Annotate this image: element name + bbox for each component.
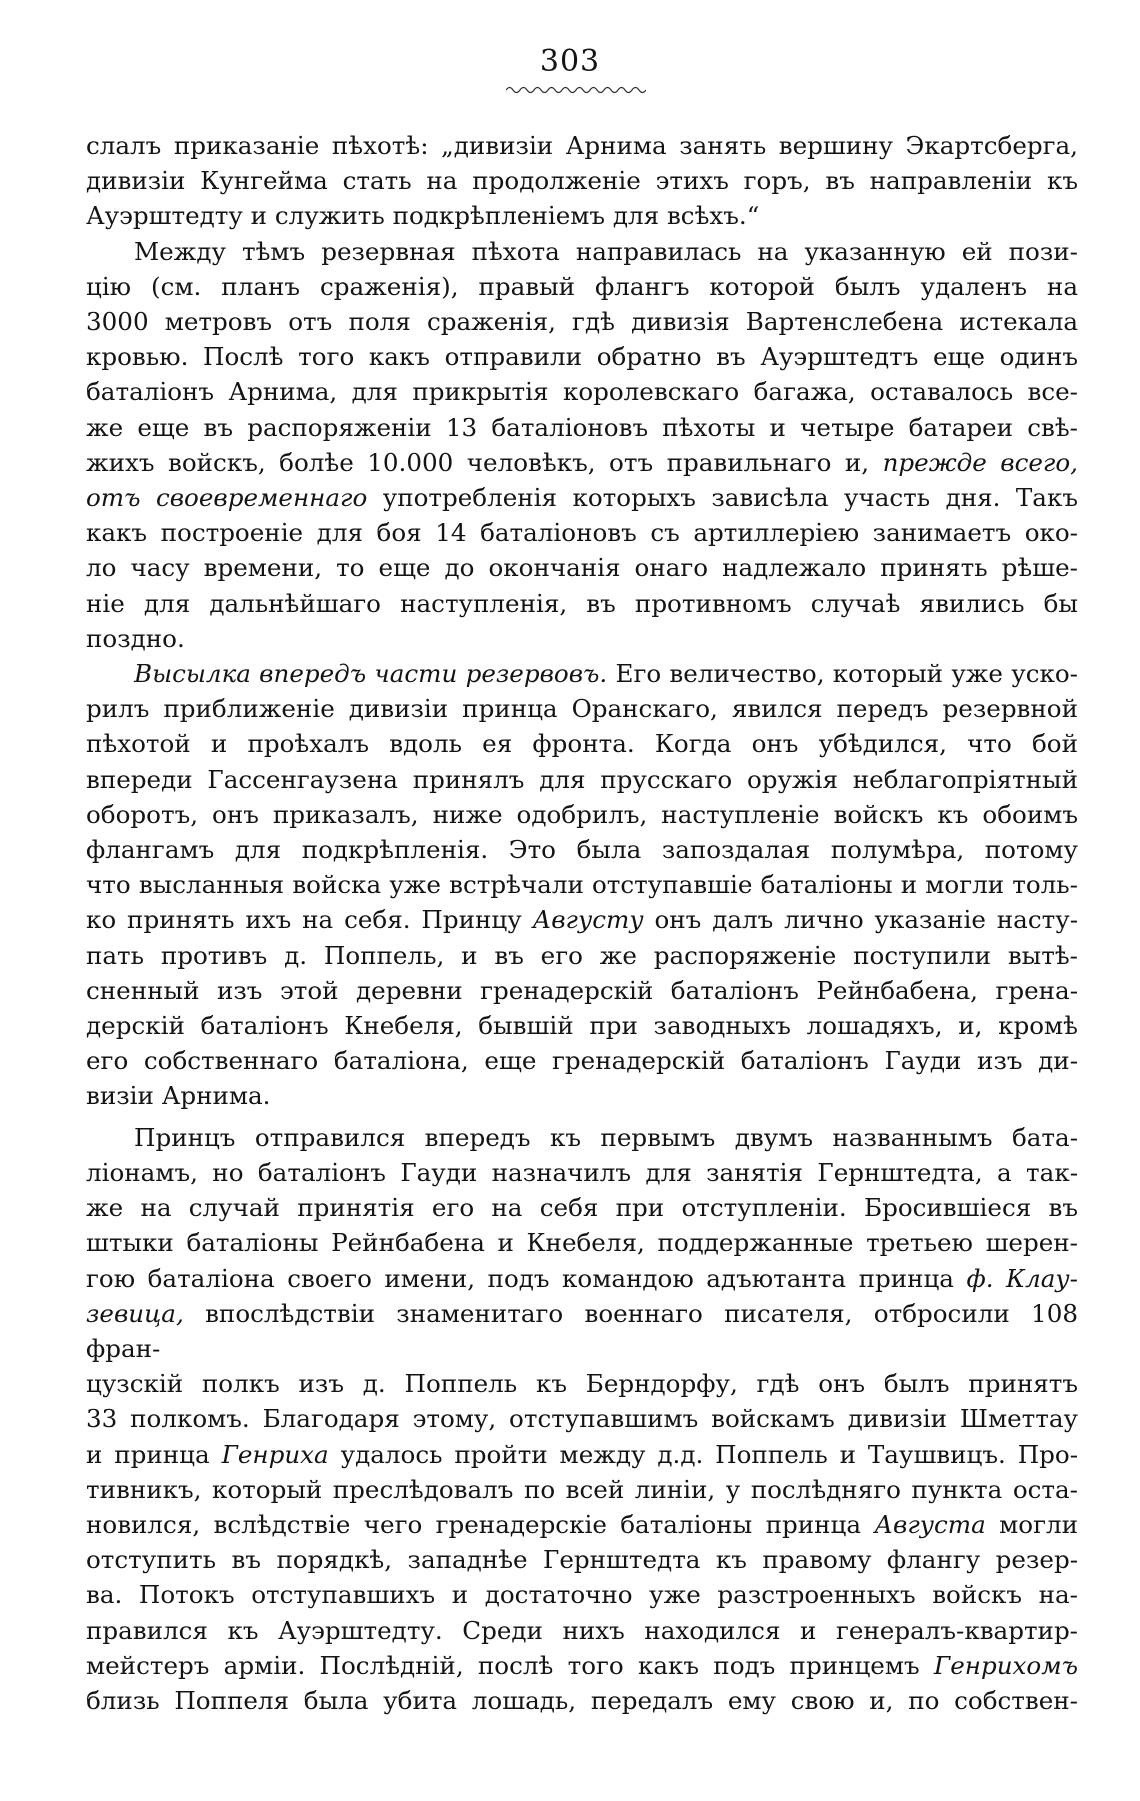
text-line: дивизіи Кунгейма стать на продолженіе этихъ горъ, въ направленіи къ [86, 166, 1078, 196]
text-line [86, 902, 1078, 937]
text-line: его собственнаго баталіона, еще гренадерскій баталіонъ Гауди изъ ди- [86, 1046, 1078, 1076]
text-segment: мейстеръ арміи. Послѣдній, послѣ того какъ подъ принцемъ [86, 1650, 920, 1680]
text-line [86, 1507, 1078, 1542]
text-line: кровью. Послѣ того какъ отправили обратно въ Ауэрштедтъ еще одинъ [86, 342, 1078, 372]
text-line: близь Поппеля была убита лошадь, передалъ ему свою и, по собствен- [86, 1685, 1078, 1715]
text-line [86, 656, 1078, 691]
text-line: сненный изъ этой деревни гренадерскій баталіонъ Рейнбабена, грена- [86, 975, 1078, 1005]
text-line [86, 480, 1078, 515]
page-number: 303 [539, 44, 601, 79]
text-line [86, 1296, 1078, 1366]
text-line [86, 1648, 1078, 1683]
text-line: флангамъ для подкрѣпленія. Это была запоздалая полумѣра, потому [86, 835, 1078, 865]
text-line: слалъ приказаніе пѣхотѣ: „дивизіи Арнима занять вершину Экартсберга, [86, 131, 1078, 160]
text-line: Ауэрштедту и служить подкрѣпленіемъ для всѣхъ.“ [86, 201, 760, 231]
text-line: ва. Потокъ отступавшихъ и достаточно уже разстроенныхъ войскъ на- [86, 1580, 1078, 1610]
text-segment: удалось пройти между д.д. Поппель и Таушвицъ. Про- [340, 1439, 1079, 1469]
text-line: Принцъ отправился впередъ къ первымъ двумъ названнымъ бата- [134, 1122, 1078, 1152]
text-line: ніе для дальнѣйшаго наступленія, въ противномъ случаѣ явились бы [86, 588, 1078, 618]
text-line: какъ построеніе для боя 14 баталіоновъ съ артиллеріею занимаетъ око- [86, 518, 1078, 548]
text-line: визіи Арнима. [86, 1081, 271, 1111]
italic-name: Генрихомъ [933, 1650, 1078, 1680]
text-line: ліонамъ, но баталіонъ Гауди назначилъ для занятія Гернштедта, а так- [86, 1157, 1078, 1187]
text-segment: впослѣдствіи знаменитаго военнаго писателя, отбросили 108 фран- [86, 1298, 1078, 1363]
italic-phrase: отъ своевременнаго [86, 483, 368, 513]
text-line: отступить въ порядкѣ, западнѣе Гернштедта къ правому флангу резер- [86, 1545, 1078, 1575]
text-segment: Его величество, который уже уско- [615, 659, 1078, 689]
text-line: рилъ приближеніе дивизіи принца Оранскаго, явился передъ резервной [86, 694, 1078, 724]
text-line: правился къ Ауэрштедту. Среди нихъ находился и генералъ-квартир- [86, 1615, 1078, 1645]
body-text [86, 128, 1078, 1718]
text-line: впереди Гассенгаузена принялъ для прусскаго оружія неблагопріятный [86, 764, 1078, 794]
italic-name: зевица, [86, 1298, 184, 1328]
text-line: баталіонъ Арнима, для прикрытія королевскаго багажа, оставалось все- [86, 377, 1078, 407]
italic-name: ф. Клау- [966, 1263, 1078, 1293]
text-segment: онъ далъ лично указаніе насту- [654, 905, 1079, 935]
section-heading: Высылка впередъ части резервовъ. [134, 659, 608, 689]
text-segment: жихъ войскъ, болѣе 10.000 человѣкъ, отъ правильнаго и, [86, 447, 870, 477]
italic-phrase: прежде всего, [882, 447, 1078, 477]
italic-name: Генриха [221, 1439, 329, 1469]
text-line: штыки баталіоны Рейнбабена и Кнебеля, поддержанные третьею шерен- [86, 1228, 1078, 1258]
text-line: 33 полкомъ. Благодаря этому, отступавшимъ войскамъ дивизіи Шметтау [86, 1404, 1078, 1434]
text-segment: новился, вслѣдствіе чего гренадерскіе баталіоны принца [86, 1509, 861, 1539]
text-line: же еще въ распоряженіи 13 баталіоновъ пѣхоты и четыре батареи свѣ- [86, 412, 1078, 442]
text-line: же на случай принятія его на себя при отступленіи. Бросившіеся въ [86, 1193, 1078, 1223]
text-line: 3000 метровъ отъ поля сраженія, гдѣ дивизія Вартенслебена истекала [86, 307, 1078, 337]
text-line: пѣхотой и проѣхалъ вдоль ея фронта. Когда онъ убѣдился, что бой [86, 729, 1078, 759]
text-line [86, 1261, 1078, 1296]
italic-name: Августу [532, 905, 644, 935]
text-line: что высланныя войска уже встрѣчали отступавшіе баталіоны и могли толь- [86, 870, 1078, 900]
text-segment: могли [999, 1509, 1078, 1539]
text-line [86, 445, 1078, 480]
text-line: пать противъ д. Поппель, и въ его же распоряженіе поступили вытѣ- [86, 940, 1078, 970]
text-segment: ко принять ихъ на себя. Принцу [86, 905, 522, 935]
text-line: Между тѣмъ резервная пѣхота направилась на указанную ей пози- [134, 236, 1078, 266]
italic-name: Августа [874, 1509, 986, 1539]
text-segment: употребленія которыхъ зависѣла участь дня. Такъ [382, 483, 1078, 513]
text-line: цію (см. планъ сраженія), правый флангъ которой былъ удаленъ на [86, 271, 1078, 301]
text-line [86, 1437, 1078, 1472]
text-line: тивникъ, который преслѣдовалъ по всей линіи, у послѣдняго пункта оста- [86, 1474, 1078, 1504]
text-segment: гою баталіона своего имени, подъ командою адъютанта принца [86, 1263, 954, 1293]
text-line: цузскій полкъ изъ д. Поппель къ Берндорфу, гдѣ онъ былъ принятъ [86, 1369, 1078, 1399]
text-segment: и принца [86, 1439, 210, 1469]
text-line: дерскій баталіонъ Кнебеля, бывшій при заводныхъ лошадяхъ, и, кромѣ [86, 1011, 1078, 1041]
text-line: ло часу времени, то еще до окончанія онаго надлежало принять рѣше- [86, 553, 1078, 583]
decorative-rule [506, 85, 646, 95]
text-line: поздно. [86, 623, 185, 653]
text-line: оборотъ, онъ приказалъ, ниже одобрилъ, наступленіе войскъ къ обоимъ [86, 799, 1078, 829]
